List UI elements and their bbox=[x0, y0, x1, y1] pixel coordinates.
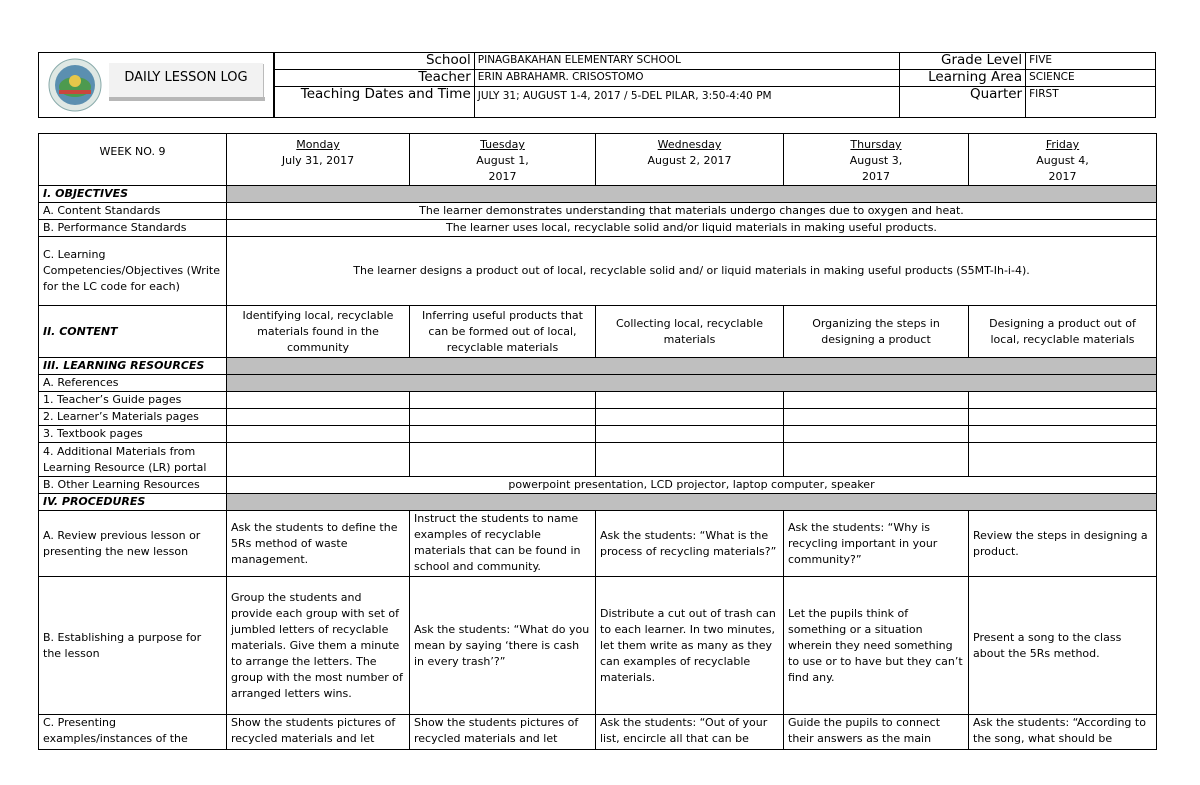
grade-label: Grade Level bbox=[900, 53, 1026, 70]
procedure-cell: Group the students and provide each group with set of jumbled letters of recyclable materials. Give them a minute to arrange the letters. The group with the most number of arranged letters wins. bbox=[227, 577, 410, 715]
day-header-tuesday bbox=[410, 134, 596, 186]
references-label: A. References bbox=[39, 375, 227, 392]
empty-cell bbox=[969, 409, 1157, 426]
day-header-thursday bbox=[784, 134, 969, 186]
procedure-cell: Ask the students: “Out of your list, encircle all that can be bbox=[596, 715, 784, 750]
empty-cell bbox=[596, 443, 784, 477]
performance-standards-value: The learner uses local, recyclable solid and/or liquid materials in making useful products. bbox=[227, 220, 1157, 237]
gray-band bbox=[227, 494, 1157, 511]
day-date: August 4, 2017 bbox=[1036, 154, 1089, 183]
empty-cell bbox=[784, 426, 969, 443]
day-date: August 2, 2017 bbox=[647, 154, 732, 167]
additional-materials-label: 4. Additional Materials from Learning Resource (LR) portal bbox=[39, 443, 227, 477]
content-item: Organizing the steps in designing a product bbox=[784, 306, 969, 358]
empty-cell bbox=[784, 392, 969, 409]
quarter-label: Quarter bbox=[900, 87, 1026, 118]
empty-cell bbox=[227, 392, 410, 409]
empty-cell bbox=[227, 426, 410, 443]
empty-cell bbox=[410, 426, 596, 443]
other-resources-value: powerpoint presentation, LCD projector, laptop computer, speaker bbox=[227, 477, 1157, 494]
resources-heading: III. LEARNING RESOURCES bbox=[39, 358, 227, 375]
title-underline bbox=[109, 97, 265, 101]
empty-cell bbox=[784, 443, 969, 477]
day-name: Wednesday bbox=[657, 138, 722, 151]
gray-band bbox=[227, 358, 1157, 375]
teachers-guide-label: 1. Teacher’s Guide pages bbox=[39, 392, 227, 409]
grade-value: FIVE bbox=[1026, 53, 1156, 70]
school-value: PINAGBAKAHAN ELEMENTARY SCHOOL bbox=[474, 53, 899, 70]
competencies-value: The learner designs a product out of local, recyclable solid and/ or liquid materials in making useful products (S5MT-Ih-i-4). bbox=[227, 237, 1157, 306]
day-name: Tuesday bbox=[480, 138, 525, 151]
day-header-monday bbox=[227, 134, 410, 186]
gray-band bbox=[227, 375, 1157, 392]
gray-band bbox=[227, 186, 1157, 203]
procedure-cell: Let the pupils think of something or a situation wherein they need something to use or to have but they can’t find any. bbox=[784, 577, 969, 715]
objectives-heading: I. OBJECTIVES bbox=[39, 186, 227, 203]
day-name: Friday bbox=[1045, 138, 1080, 151]
day-header-wednesday bbox=[596, 134, 784, 186]
presenting-label: C. Presenting examples/instances of the bbox=[39, 715, 227, 750]
procedure-cell: Show the students pictures of recycled materials and let bbox=[410, 715, 596, 750]
content-standards-label: A. Content Standards bbox=[39, 203, 227, 220]
competencies-label: C. Learning Competencies/Objectives (Write for the LC code for each) bbox=[39, 237, 227, 306]
header bbox=[38, 52, 1156, 118]
content-item: Inferring useful products that can be formed out of local, recyclable materials bbox=[410, 306, 596, 358]
empty-cell bbox=[969, 392, 1157, 409]
textbook-label: 3. Textbook pages bbox=[39, 426, 227, 443]
content-item: Collecting local, recyclable materials bbox=[596, 306, 784, 358]
day-date: July 31, 2017 bbox=[281, 154, 355, 167]
empty-cell bbox=[410, 443, 596, 477]
empty-cell bbox=[410, 409, 596, 426]
area-value: SCIENCE bbox=[1026, 70, 1156, 87]
procedure-cell: Present a song to the class about the 5Rs method. bbox=[969, 577, 1157, 715]
purpose-label: B. Establishing a purpose for the lesson bbox=[39, 577, 227, 715]
review-label: A. Review previous lesson or presenting the new lesson bbox=[39, 511, 227, 577]
content-standards-value: The learner demonstrates understanding that materials undergo changes due to oxygen and heat. bbox=[227, 203, 1157, 220]
empty-cell bbox=[969, 443, 1157, 477]
empty-cell bbox=[596, 392, 784, 409]
procedure-cell: Review the steps in designing a product. bbox=[969, 511, 1157, 577]
performance-standards-label: B. Performance Standards bbox=[39, 220, 227, 237]
procedures-heading: IV. PROCEDURES bbox=[39, 494, 227, 511]
dates-label: Teaching Dates and Time bbox=[275, 87, 475, 118]
procedure-cell: Ask the students: “What do you mean by saying ‘there is cash in every trash’?” bbox=[410, 577, 596, 715]
empty-cell bbox=[969, 426, 1157, 443]
school-label: School bbox=[275, 53, 475, 70]
empty-cell bbox=[784, 409, 969, 426]
procedure-cell: Ask the students: “What is the process of recycling materials?” bbox=[596, 511, 784, 577]
logo-box bbox=[38, 52, 274, 118]
procedure-cell: Show the students pictures of recycled materials and let bbox=[227, 715, 410, 750]
deped-seal-icon bbox=[47, 57, 103, 113]
content-item: Designing a product out of local, recyclable materials bbox=[969, 306, 1157, 358]
day-name: Thursday bbox=[850, 138, 902, 151]
day-date: August 1, 2017 bbox=[476, 154, 529, 183]
teacher-label: Teacher bbox=[275, 70, 475, 87]
lesson-table bbox=[38, 133, 1157, 750]
day-name: Monday bbox=[296, 138, 340, 151]
empty-cell bbox=[227, 409, 410, 426]
empty-cell bbox=[410, 392, 596, 409]
procedure-cell: Guide the pupils to connect their answers as the main bbox=[784, 715, 969, 750]
procedure-cell: Ask the students: “Why is recycling important in your community?” bbox=[784, 511, 969, 577]
day-date: August 3, 2017 bbox=[849, 154, 903, 183]
teacher-value: ERIN ABRAHAMR. CRISOSTOMO bbox=[474, 70, 899, 87]
procedure-cell: Ask the students: “According to the song, what should be bbox=[969, 715, 1157, 750]
learners-materials-label: 2. Learner’s Materials pages bbox=[39, 409, 227, 426]
week-number: WEEK NO. 9 bbox=[39, 134, 227, 186]
info-table bbox=[274, 52, 1156, 118]
empty-cell bbox=[596, 426, 784, 443]
other-resources-label: B. Other Learning Resources bbox=[39, 477, 227, 494]
day-header-friday bbox=[969, 134, 1157, 186]
empty-cell bbox=[227, 443, 410, 477]
area-label: Learning Area bbox=[900, 70, 1026, 87]
content-item: Identifying local, recyclable materials found in the community bbox=[227, 306, 410, 358]
procedure-cell: Distribute a cut out of trash can to each learner. In two minutes, let them write as many as they can examples of recyclable materials. bbox=[596, 577, 784, 715]
procedure-cell: Ask the students to define the 5Rs method of waste management. bbox=[227, 511, 410, 577]
content-heading: II. CONTENT bbox=[39, 306, 227, 358]
quarter-value: FIRST bbox=[1026, 87, 1156, 118]
empty-cell bbox=[596, 409, 784, 426]
dates-value: JULY 31; AUGUST 1-4, 2017 / 5-DEL PILAR, 3:50-4:40 PM bbox=[474, 87, 899, 118]
daily-lesson-log-title: DAILY LESSON LOG bbox=[109, 63, 263, 97]
procedure-cell: Instruct the students to name examples of recyclable materials that can be found in school and community. bbox=[410, 511, 596, 577]
